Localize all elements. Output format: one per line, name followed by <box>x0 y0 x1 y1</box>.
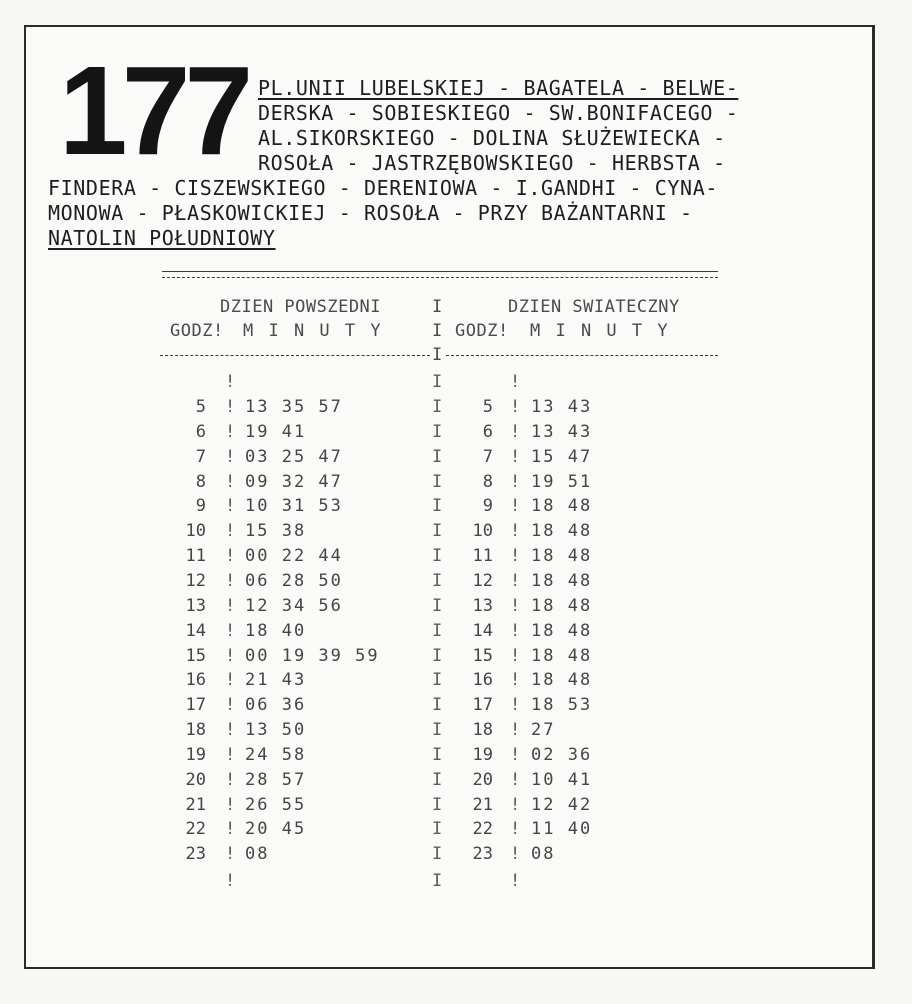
column-divider: I <box>432 670 443 690</box>
weekday-separator: ! <box>225 695 236 715</box>
holiday-separator: ! <box>510 844 521 864</box>
holiday-separator: ! <box>510 720 521 740</box>
holiday-separator: ! <box>510 472 521 492</box>
weekday-separator: ! <box>225 496 236 516</box>
route-stops-line-4: ROSOŁA - JASTRZĘBOWSKIEGO - HERBSTA - <box>258 151 726 175</box>
holiday-hour: 18 <box>472 720 493 740</box>
column-divider: I <box>432 770 443 790</box>
weekday-minutes: 08 <box>245 844 270 864</box>
holiday-minutes: 02 36 <box>531 745 593 765</box>
weekday-separator: ! <box>225 447 236 467</box>
weekday-hour: 18 <box>185 720 206 740</box>
holiday-minutes: 13 43 <box>531 397 593 417</box>
holiday-hour: 8 <box>482 472 493 492</box>
holiday-minutes: 18 48 <box>531 670 593 690</box>
column-divider: I <box>432 720 443 740</box>
column-divider: I <box>432 422 443 442</box>
route-stops-line-1: PL.UNII LUBELSKIEJ - BAGATELA - BELWE- <box>258 76 739 100</box>
weekday-minutes-label: M I N U T Y <box>243 321 384 341</box>
weekday-hour: 5 <box>195 397 206 417</box>
weekday-separator: ! <box>225 472 236 492</box>
weekday-minutes: 06 36 <box>245 695 307 715</box>
holiday-minutes: 10 41 <box>531 770 593 790</box>
weekday-minutes: 15 38 <box>245 521 307 541</box>
weekday-hour-label: GODZ! <box>170 321 224 341</box>
weekday-separator: ! <box>225 720 236 740</box>
column-divider-top: I <box>432 372 443 392</box>
holiday-separator: ! <box>510 546 521 566</box>
weekday-separator: ! <box>225 770 236 790</box>
weekday-minutes: 26 55 <box>245 795 307 815</box>
holiday-separator: ! <box>510 447 521 467</box>
weekday-minutes: 24 58 <box>245 745 307 765</box>
column-divider: I <box>432 571 443 591</box>
holiday-minutes: 18 48 <box>531 521 593 541</box>
weekday-minutes: 20 45 <box>245 819 307 839</box>
weekday-minutes: 13 50 <box>245 720 307 740</box>
column-divider: I <box>432 496 443 516</box>
weekday-minutes: 00 22 44 <box>245 546 343 566</box>
holiday-minutes: 12 42 <box>531 795 593 815</box>
holiday-separator: ! <box>510 521 521 541</box>
weekday-hour: 22 <box>185 819 206 839</box>
weekday-minutes: 00 19 39 59 <box>245 646 380 666</box>
weekday-hour: 20 <box>185 770 206 790</box>
weekday-separator-top: ! <box>225 372 236 392</box>
weekday-minutes: 28 57 <box>245 770 307 790</box>
weekday-hour: 11 <box>185 546 206 566</box>
holiday-hour-label: GODZ! <box>455 321 509 341</box>
holiday-separator: ! <box>510 621 521 641</box>
weekday-hour: 15 <box>185 646 206 666</box>
weekday-separator: ! <box>225 422 236 442</box>
holiday-separator: ! <box>510 422 521 442</box>
holiday-hour: 16 <box>472 670 493 690</box>
column-divider: I <box>432 819 443 839</box>
route-stops-line-3: AL.SIKORSKIEGO - DOLINA SŁUŻEWIECKA - <box>258 126 726 150</box>
column-divider-subheader: I <box>432 321 443 341</box>
holiday-separator: ! <box>510 596 521 616</box>
weekday-hour: 14 <box>185 621 206 641</box>
weekday-minutes: 03 25 47 <box>245 447 343 467</box>
column-divider: I <box>432 472 443 492</box>
weekday-hour: 21 <box>185 795 206 815</box>
holiday-hour: 21 <box>472 795 493 815</box>
weekday-hour: 13 <box>185 596 206 616</box>
weekday-hour: 23 <box>185 844 206 864</box>
holiday-hour: 22 <box>472 819 493 839</box>
weekday-minutes: 12 34 56 <box>245 596 343 616</box>
weekday-separator: ! <box>225 819 236 839</box>
holiday-hour: 11 <box>472 546 493 566</box>
weekday-minutes: 13 35 57 <box>245 397 343 417</box>
weekday-hour: 7 <box>195 447 206 467</box>
holiday-minutes: 18 48 <box>531 646 593 666</box>
holiday-separator-bottom: ! <box>510 871 521 891</box>
weekday-hour: 16 <box>185 670 206 690</box>
weekday-separator: ! <box>225 795 236 815</box>
weekday-hour: 8 <box>195 472 206 492</box>
holiday-separator: ! <box>510 496 521 516</box>
holiday-minutes: 11 40 <box>531 819 593 839</box>
holiday-minutes: 27 <box>531 720 556 740</box>
weekday-separator: ! <box>225 397 236 417</box>
weekday-hour: 12 <box>185 571 206 591</box>
column-divider: I <box>432 397 443 417</box>
column-divider: I <box>432 596 443 616</box>
holiday-minutes: 19 51 <box>531 472 593 492</box>
holiday-minutes: 18 48 <box>531 596 593 616</box>
weekday-minutes: 19 41 <box>245 422 307 442</box>
column-divider: I <box>432 447 443 467</box>
weekday-hour: 17 <box>185 695 206 715</box>
holiday-hour: 6 <box>482 422 493 442</box>
holiday-separator: ! <box>510 646 521 666</box>
column-divider-header: I <box>432 297 443 317</box>
route-stops-line-6: MONOWA - PŁASKOWICKIEJ - ROSOŁA - PRZY BAŻANTARNI - <box>48 201 693 225</box>
holiday-separator: ! <box>510 397 521 417</box>
table-top-rule <box>162 271 718 272</box>
column-divider: I <box>432 546 443 566</box>
route-number: 177 <box>58 40 248 181</box>
holiday-minutes: 13 43 <box>531 422 593 442</box>
holiday-separator: ! <box>510 745 521 765</box>
weekday-separator: ! <box>225 670 236 690</box>
holiday-separator: ! <box>510 695 521 715</box>
weekday-separator: ! <box>225 571 236 591</box>
weekday-hour: 9 <box>195 496 206 516</box>
holiday-hour: 13 <box>472 596 493 616</box>
holiday-hour: 23 <box>472 844 493 864</box>
column-divider: I <box>432 795 443 815</box>
weekday-hour: 10 <box>185 521 206 541</box>
column-divider: I <box>432 621 443 641</box>
holiday-hour: 5 <box>482 397 493 417</box>
holiday-minutes: 18 48 <box>531 496 593 516</box>
holiday-separator: ! <box>510 770 521 790</box>
weekday-minutes: 10 31 53 <box>245 496 343 516</box>
weekday-separator: ! <box>225 745 236 765</box>
column-divider: I <box>432 695 443 715</box>
route-stops-line-7: NATOLIN POŁUDNIOWY <box>48 226 276 250</box>
weekday-hour: 6 <box>195 422 206 442</box>
weekday-separator: ! <box>225 621 236 641</box>
holiday-minutes: 18 48 <box>531 571 593 591</box>
weekday-separator: ! <box>225 844 236 864</box>
route-stops-line-5: FINDERA - CISZEWSKIEGO - DERENIOWA - I.GANDHI - CYNA- <box>48 176 718 200</box>
holiday-minutes: 18 48 <box>531 621 593 641</box>
holiday-minutes-label: M I N U T Y <box>530 321 671 341</box>
holiday-separator: ! <box>510 571 521 591</box>
weekday-minutes: 18 40 <box>245 621 307 641</box>
weekday-separator: ! <box>225 546 236 566</box>
weekday-minutes: 06 28 50 <box>245 571 343 591</box>
holiday-minutes: 18 48 <box>531 546 593 566</box>
column-divider: I <box>432 745 443 765</box>
header-rule-right <box>446 355 718 356</box>
holiday-hour: 15 <box>472 646 493 666</box>
holiday-hour: 19 <box>472 745 493 765</box>
column-divider: I <box>432 521 443 541</box>
weekday-header: DZIEN POWSZEDNI <box>220 297 382 317</box>
holiday-hour: 9 <box>482 496 493 516</box>
weekday-separator: ! <box>225 596 236 616</box>
column-divider-rule: I <box>432 345 443 365</box>
holiday-minutes: 08 <box>531 844 556 864</box>
holiday-separator: ! <box>510 819 521 839</box>
holiday-separator: ! <box>510 670 521 690</box>
holiday-hour: 20 <box>472 770 493 790</box>
column-divider: I <box>432 646 443 666</box>
holiday-minutes: 15 47 <box>531 447 593 467</box>
weekday-hour: 19 <box>185 745 206 765</box>
holiday-hour: 14 <box>472 621 493 641</box>
table-top-rule-dashed <box>162 277 718 278</box>
holiday-header: DZIEN SWIATECZNY <box>508 297 680 317</box>
header-rule-left <box>160 355 430 356</box>
holiday-hour: 12 <box>472 571 493 591</box>
weekday-separator: ! <box>225 521 236 541</box>
holiday-hour: 7 <box>482 447 493 467</box>
weekday-minutes: 09 32 47 <box>245 472 343 492</box>
holiday-hour: 10 <box>472 521 493 541</box>
holiday-separator: ! <box>510 795 521 815</box>
route-stops-line-2: DERSKA - SOBIESKIEGO - SW.BONIFACEGO - <box>258 101 739 125</box>
holiday-separator-top: ! <box>510 372 521 392</box>
holiday-hour: 17 <box>472 695 493 715</box>
weekday-separator: ! <box>225 646 236 666</box>
column-divider-bottom: I <box>432 871 443 891</box>
weekday-minutes: 21 43 <box>245 670 307 690</box>
weekday-separator-bottom: ! <box>225 871 236 891</box>
holiday-minutes: 18 53 <box>531 695 593 715</box>
column-divider: I <box>432 844 443 864</box>
